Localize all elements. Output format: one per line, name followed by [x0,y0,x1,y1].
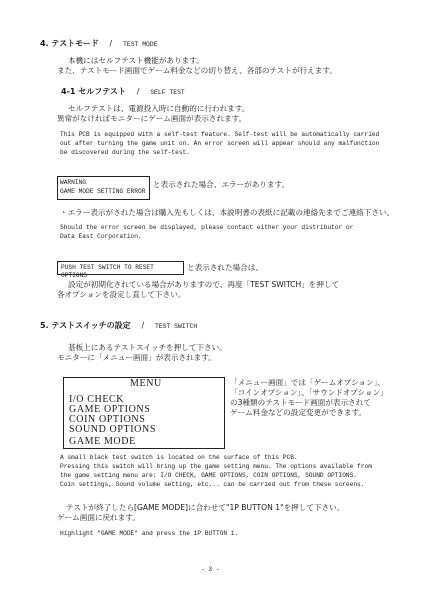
menu-screen-box [63,377,225,449]
warning-box-line-2: GAME MODE SETTING ERROR [60,188,146,195]
reset-options-jp-2: 各オプションを設定し直して下さい。 [57,290,186,299]
page-number: - 3 - [201,566,220,573]
self-test-en-3: be discovered during the self-test. [60,149,190,156]
menu-item-sound-options: SOUND OPTIONS [69,424,156,435]
reset-options-screen-box [57,261,184,280]
section-4-1-heading-jp: 4-1 セルフテスト [61,87,126,96]
menu-item-io-check: I/O CHECK [69,394,125,405]
menu-item-coin-options: COIN OPTIONS [69,414,146,425]
section-4-heading-en: TEST MODE [123,41,158,48]
warning-box-line-1: WARNING [60,179,86,186]
switch-en-4: Coin settings, Sound volume setting, etc... can be carried out from these screens. [60,481,365,488]
section-4-1-heading [61,86,185,97]
switch-en-3: the game setting menu are: I/O CHECK, GAME OPTIONS, COIN OPTIONS, SOUND OPTIONS. [60,472,358,479]
menu-note-2: 「コインオプション」、「サウンドオプション」 [230,388,388,397]
reset-options-jp-1: 設定が初期化されている場合がありますので、再度「TEST SWITCH」を押して [68,280,340,289]
section-5-heading [40,320,197,331]
ending-jp-1: テストが終了したら[GAME MODE]に合わせて"1P BUTTON 1"を押して下さい。 [66,503,345,512]
warning-jp-note: ・エラー表示がされた場合は購入先もしくは、本説明書の表紙に記載の連絡先までご連絡下さい。 [60,208,395,217]
menu-title: MENU [130,378,162,389]
warning-screen-box [57,176,150,200]
section-4-1-heading-en: SELF TEST [150,89,185,96]
menu-note-1: 「メニュー画面」では「ゲームオプション」、 [230,378,385,387]
menu-item-game-options: GAME OPTIONS [69,404,151,415]
switch-en-2: Pressing this switch will bring up the game setting menu. The options available from [60,463,372,470]
section-5-heading-jp: 5. テストスイッチの設定 [40,321,131,330]
switch-en-1: A small black test switch is located on the surface of this PCB. [60,454,298,461]
section-4-heading [40,38,158,49]
reset-options-caption: と表示された場合は、 [187,263,263,272]
test-switch-jp-2: モニターに「メニュー画面」が表示されます。 [57,353,216,362]
ending-jp-2: ゲーム画面に戻れます。 [57,513,140,522]
menu-item-game-mode: GAME MODE [69,436,136,447]
section-4-intro-1: 本機にはセルフテスト機能があります。 [68,56,204,65]
ending-en: Highlight "GAME MODE" and press the 1P BUTTON 1. [60,530,239,537]
menu-note-3: の3種類のテストモード画面が表示されて [230,398,371,407]
self-test-jp-1: セルフテストは、電源投入時に自動的に行われます。 [68,104,250,113]
warning-caption: と表示された場合、エラーがあります。 [153,180,290,189]
section-4-intro-2: また、テストモード画面でゲーム料金などの切り替え、各部のテストが行えます。 [57,66,337,75]
self-test-jp-2: 異常がなければモニターにゲーム画面が表示されます。 [57,114,247,123]
section-5-heading-en: TEST SWITCH [154,323,198,330]
warning-en-1: Should the error screen be displayed, please contact either your distributor or [60,224,354,231]
menu-note-4: ゲーム料金などの設定変更ができます。 [230,408,367,417]
warning-en-2: Data East Corporation. [60,233,142,240]
heading-slash: / [109,39,113,48]
section-4-heading-jp: 4. テストモード [40,39,99,48]
heading-slash: / [141,321,145,330]
reset-options-box-text: PUSH TEST SWITCH TO RESET OPTIONS [61,264,154,280]
self-test-en-1: This PCB is equipped with a self-test feature. Self-test will be automatically carried [60,131,380,138]
heading-slash: / [136,87,140,96]
test-switch-jp-1: 基板上にあるテストスイッチを押して下さい。 [68,343,227,352]
self-test-en-2: out after turning the game unit on. An error screen will appear should any malfunction [60,140,380,147]
